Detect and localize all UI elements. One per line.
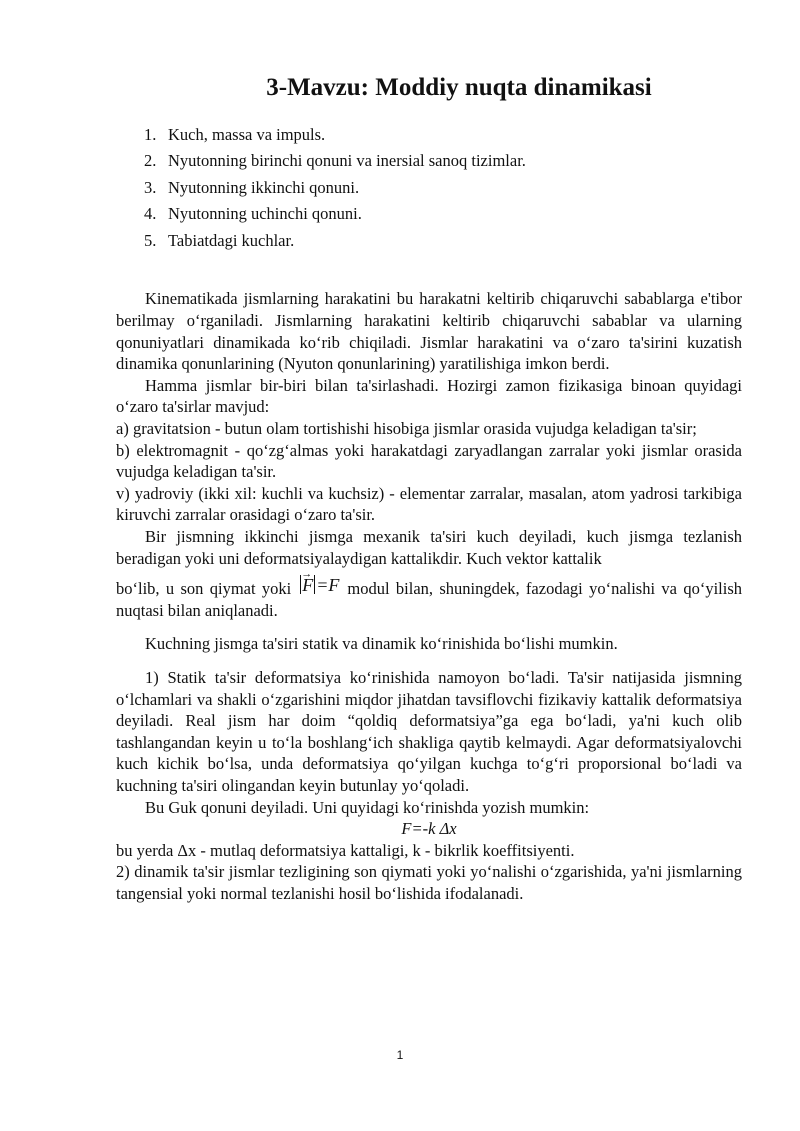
list-number: 5. [144,230,157,250]
list-item [144,228,742,255]
paragraph-force-definition: Bir jismning ikkinchi jismga mexanik ta'siri kuch deyiladi, kuch jismga tezlanish beradigan yoki uni deformatsiyalaydigan kattalikdir. Kuch vektor kattalik [116,527,742,568]
paragraph-gravitational: a) gravitatsion - butun olam tortishishi hisobiga jismlar orasida vujudga keladigan ta'sir; [116,419,697,439]
paragraph-static: 1) Statik ta'sir deformatsiya ko‘rinishida namoyon bo‘ladi. Ta'sir natijasida jismning o‘lchamlari va shakli o‘zgarishini miqdor jihatdan tavsiflovchi fizikaviy kattalik deformatsiya deyiladi. Real jism har doim “qoldiq deformatsiya”ga ega bo‘ladi, ya'ni kuch olib tashlangandan keyin u to‘la boshlang‘ich shakliga qaytib kelmaydi. Agar deformatsiyalovchi kuch kichik bo‘lsa, unda deformatsiya qo‘yilgan kuchga to‘g‘ri proporsional bo‘ladi va kuchning ta'siri olingandan keyin butunlay yo‘qoladi. [116,667,742,795]
modulus-text-post: modul bilan, shuningdek, fazodagi yo‘nalishi va qo‘yilish nuqtasi bilan aniqlanadi. [116,579,742,620]
modulus-formula [299,575,339,597]
page-title: 3-Mavzu: Moddiy nuqta dinamikasi [266,74,652,101]
list-item [144,148,742,175]
paragraph-force-modulus [116,575,742,621]
modulus-rhs: =F [316,575,340,596]
paragraph-hooke-intro: Bu Guk qonuni deyiladi. Uni quyidagi ko‘rinishda yozish mumkin: [145,797,590,817]
paragraph-dynamic: 2) dinamik ta'sir jismlar tezligining son qiymati yoki yo‘nalishi o‘zgarishida, ya'ni jismlarning tangensial yoki normal tezlanishi hosil bo‘lishida ifodalanadi. [116,862,742,903]
list-number: 3. [144,177,157,197]
paragraph-hooke-explain: bu yerda Δx - mutlaq deformatsiya kattaligi, k - bikrlik koeffitsiyenti. [116,840,575,860]
topic-list [116,122,742,255]
list-item [144,122,742,149]
list-text: Kuch, massa va impuls. [168,124,326,144]
document-page [116,72,742,905]
list-text: Nyutonning birinchi qonuni va inersial sanoq tizimlar. [168,151,526,171]
hooke-formula: F=-k Δx [401,819,457,839]
document-body [116,288,742,904]
list-item [144,201,742,228]
list-number: 1. [144,124,157,144]
paragraph-kinematics: Kinematikada jismlarning harakatini bu harakatni keltirib chiqaruvchi sabablarga e'tibor berilmay o‘rganiladi. Jismlarning harakatini keltirib chiqaruvchi sabablar va ularning qonuniyatlari dinamikada ko‘rib chiqiladi. Jismlar harakatini va o‘zaro ta'sirini kuzatish dinamika qonunlarining (Nyuton qonunlarining) yaratilishiga imkon berdi. [116,289,742,374]
paragraph-static-dynamic: Kuchning jismga ta'siri statik va dinamik ko‘rinishida bo‘lishi mumkin. [145,634,618,654]
paragraph-nuclear: v) yadroviy (ikki xil: kuchli va kuchsiz) - elementar zarralar, masalan, atom yadrosi tarkibiga kiruvchi zarralar orasidagi o‘zaro ta'sir. [116,483,742,525]
list-text: Tabiatdagi kuchlar. [168,230,295,250]
list-item [144,175,742,202]
list-number: 4. [144,204,157,224]
list-text: Nyutonning ikkinchi qonuni. [168,177,360,197]
paragraph-electromagnetic: b) elektromagnit - qo‘zg‘almas yoki harakatdagi zaryadlangan zarralar yoki jismlar orasida vujudga keladigan ta'sir. [116,440,742,482]
force-vector: → F [302,575,313,597]
page-number: 1 [396,1048,404,1062]
list-text: Nyutonning uchinchi qonuni. [168,204,362,224]
list-number: 2. [144,151,157,171]
paragraph-interactions: Hamma jismlar bir-biri bilan ta'sirlashadi. Hozirgi zamon fizikasiga binoan quyidagi o‘zaro ta'sirlar mavjud: [116,375,742,417]
modulus-text-pre: bo‘lib, u son qiymat yoki [116,579,292,599]
